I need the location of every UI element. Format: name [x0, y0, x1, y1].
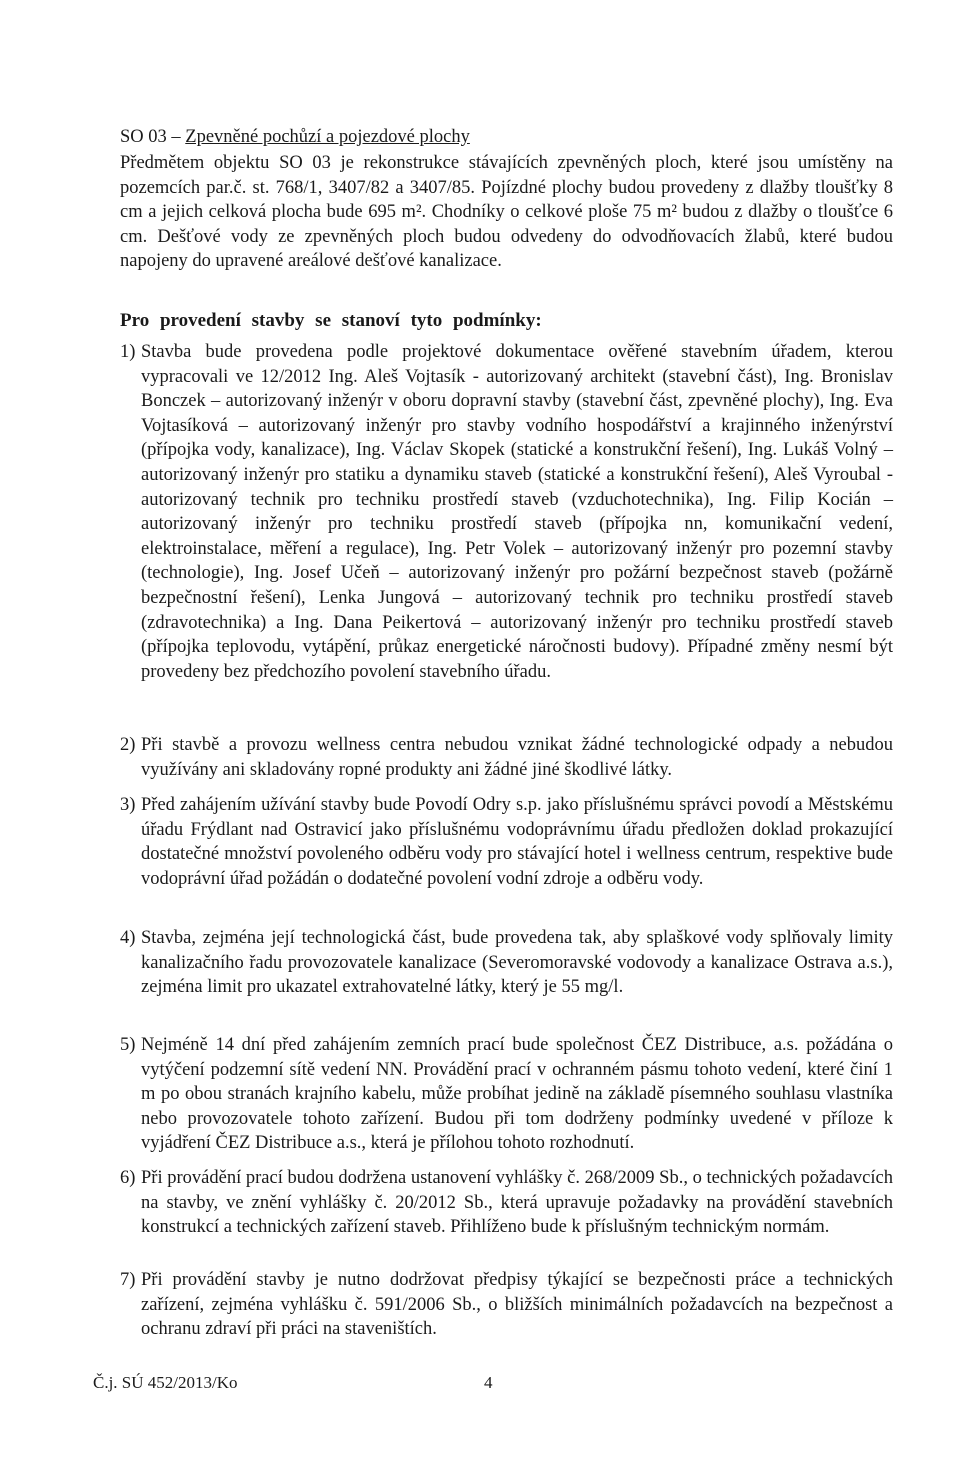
- page-number: 4: [484, 1373, 493, 1392]
- condition-text: Při stavbě a provozu wellness centra nebudou vznikat žádné technologické odpady a nebudou využívány ani skladovány ropné produkty ani žádné jiné škodlivé látky.: [141, 735, 893, 780]
- condition-number: 6): [120, 1168, 136, 1188]
- condition-item: [120, 926, 893, 1000]
- condition-item: [120, 1166, 893, 1240]
- footer-reference: Č.j. SÚ 452/2013/Ko: [93, 1373, 238, 1392]
- condition-number: 7): [120, 1270, 136, 1290]
- condition-number: 4): [120, 928, 136, 948]
- section-heading-title: Zpevněné pochůzí a pojezdové plochy: [185, 127, 470, 147]
- conditions-title: Pro provedení stavby se stanoví tyto podmínky:: [120, 310, 542, 331]
- condition-item: [120, 733, 893, 782]
- condition-item: [120, 1268, 893, 1342]
- condition-text: Při provádění prací budou dodržena ustanovení vyhlášky č. 268/2009 Sb., o technických požadavcích na stavby, ve znění vyhlášky č. 20/2012 Sb., která upravuje požadavky na provádění stavebních konstrukcí a technických zařízení staveb. Přihlíženo bude k příslušným technickým normám.: [141, 1168, 893, 1238]
- intro-paragraph: Předmětem objektu SO 03 je rekonstrukce stávajících zpevněných ploch, které jsou umístěny na pozemcích par.č. st. 768/1, 3407/82 a 3407/85. Pojízdné plochy budou provedeny z dlažby tloušťky 8 cm a jejich celková plocha bude 695 m². Chodníky o celkové ploše 75 m² budou z dlažby o tloušťce 6 cm. Dešťové vody ze zpevněných ploch budou odvedeny do odvodňovacích žlabů, které budou napojeny do upravené areálové dešťové kanalizace.: [120, 153, 893, 272]
- condition-number: 3): [120, 795, 136, 815]
- condition-text: Stavba bude provedena podle projektové dokumentace ověřené stavebním úřadem, kterou vypracovali ve 12/2012 Ing. Aleš Vojtasík - autorizovaný architekt (stavební část), Ing. Bronislav Bonczek – autorizovaný inženýr v oboru dopravní stavby (stavební část, zpevněné plochy), Ing. Eva Vojtasíková – autorizovaný inženýr pro stavby vodního hospodářství a krajinného inženýrství (přípojka vody, kanalizace), Ing. Václav Skopek (statické a konstrukční řešení), Ing. Lukáš Volný – autorizovaný inženýr pro statiku a dynamiku staveb (statické a konstrukční řešení), Aleš Vyroubal - autorizovaný technik pro techniku prostředí staveb (vzduchotechnika), Ing. Filip Kocián – autorizovaný inženýr pro techniku prostředí staveb (přípojka nn, komunikační vedení, elektroinstalace, měření a regulace), Ing. Petr Volek – autorizovaný inženýr pro pozemní stavby (technologie), Ing. Josef Učeň – autorizovaný inženýr pro požární bezpečnost staveb (požárně bezpečnostní řešení), Lenka Jungová – autorizovaný technik pro techniku prostředí staveb (zdravotechnika) a Ing. Dana Peikertová – autorizovaný inženýr pro techniku prostředí staveb (přípojka teplovodu, vytápění, průkaz energetické náročnosti budovy). Případné změny nesmí být provedeny bez předchozího povolení stavebního úřadu.: [141, 342, 893, 682]
- condition-text: Před zahájením užívání stavby bude Povodí Odry s.p. jako příslušnému správci povodí a Městskému úřadu Frýdlant nad Ostravicí jako příslušnému vodoprávnímu úřadu předložen doklad prokazující dostatečné množství povoleného odběru vody pro stávající hotel i wellness centrum, respektive bude vodoprávní úřad požádán o dodatečné povolení vodní zdroje a odběru vody.: [141, 795, 893, 889]
- condition-item: [120, 1033, 893, 1156]
- condition-item: [120, 793, 893, 891]
- condition-number: 2): [120, 735, 136, 755]
- section-heading-prefix: SO 03 –: [120, 127, 186, 147]
- condition-text: Při provádění stavby je nutno dodržovat předpisy týkající se bezpečnosti práce a technických zařízení, zejména vyhlášku č. 591/2006 Sb., o bližších minimálních požadavcích na bezpečnost a ochranu zdraví při práci na staveništích.: [141, 1270, 893, 1340]
- condition-number: 5): [120, 1035, 136, 1055]
- condition-text: Nejméně 14 dní před zahájením zemních prací bude společnost ČEZ Distribuce, a.s. požádána o vytýčení podzemní sítě vedení NN. Provádění prací v ochranném pásmu tohoto vedení, které činí 1 m po obou stranách krajního kabelu, může probíhat jedině na základě písemného souhlasu vlastníka nebo provozovatele tohoto zařízení. Budou při tom dodrženy podmínky uvedené v příloze k vyjádření ČEZ Distribuce a.s., která je přílohou tohoto rozhodnutí.: [141, 1035, 893, 1154]
- section-heading: [120, 126, 470, 148]
- condition-text: Stavba, zejména její technologická část, bude provedena tak, aby splaškové vody splňovaly limity kanalizačního řadu provozovatele kanalizace (Severomoravské vodovody a kanalizace Ostrava a.s.), zejména limit pro ukazatel extrahovatelné látky, který je 55 mg/l.: [141, 928, 893, 998]
- condition-item: [120, 340, 893, 684]
- condition-number: 1): [120, 342, 136, 362]
